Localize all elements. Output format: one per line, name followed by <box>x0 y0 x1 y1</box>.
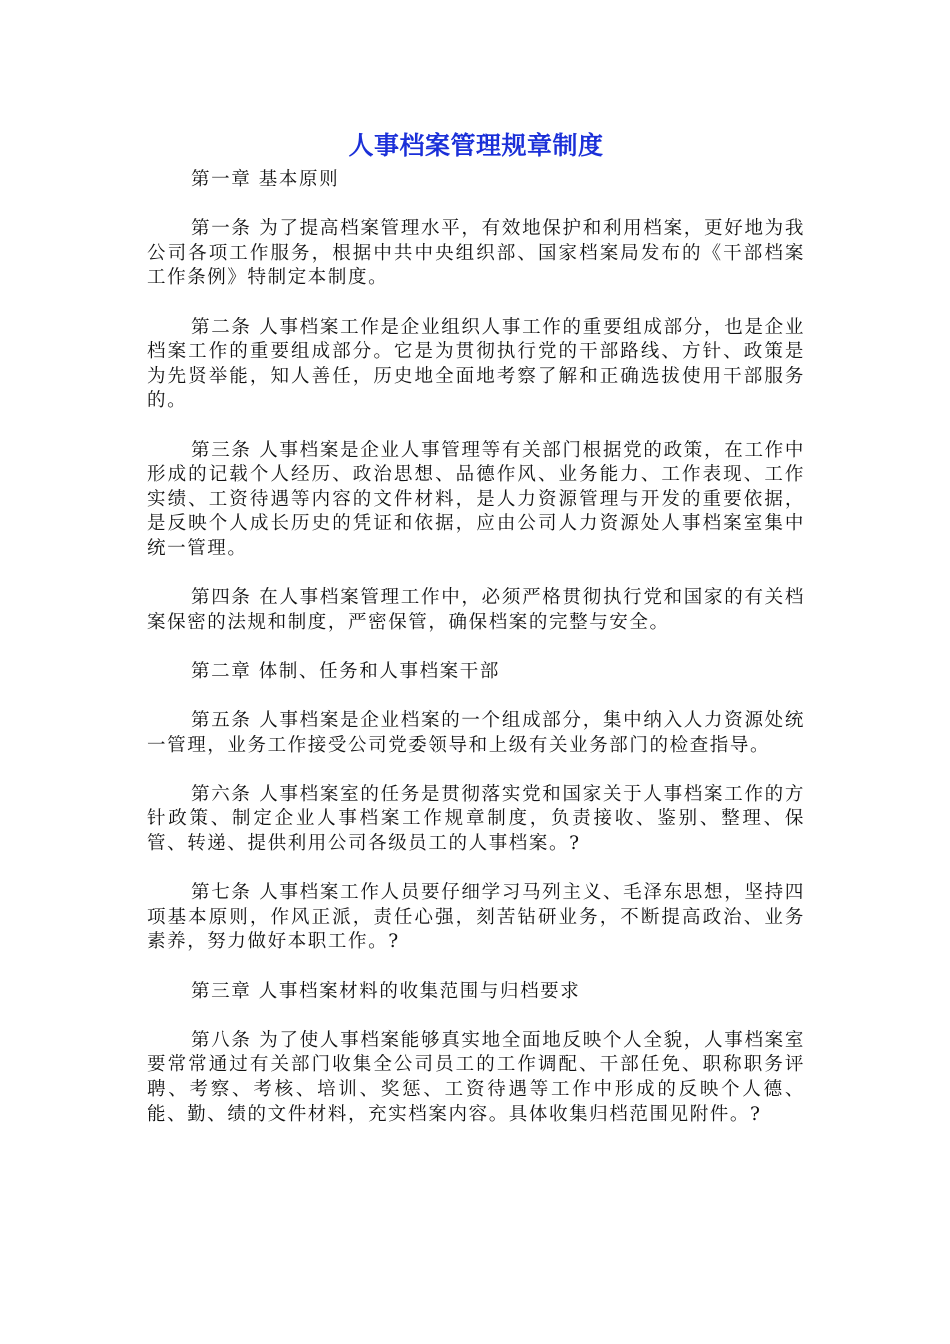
document-title: 人事档案管理规章制度 <box>348 131 604 160</box>
article-4: 第四条 在人事档案管理工作中，必须严格贯彻执行党和国家的有关档案保密的法规和制度，严密保管，确保档案的完整与安全。 <box>147 587 805 633</box>
chapter-1-heading: 第一章 基本原则 <box>191 169 340 190</box>
article-5: 第五条 人事档案是企业档案的一个组成部分，集中纳入人力资源处统一管理，业务工作接受公司党委领导和上级有关业务部门的检查指导。 <box>147 710 805 756</box>
document-page <box>147 128 805 1127</box>
article-6: 第六条 人事档案室的任务是贯彻落实党和国家关于人事档案工作的方针政策、制定企业人事档案工作规章制度，负责接收、鉴别、整理、保管、转递、提供利用公司各级员工的人事档案。? <box>147 783 805 855</box>
article-3: 第三条 人事档案是企业人事管理等有关部门根据党的政策，在工作中形成的记载个人经历、政治思想、品德作风、业务能力、工作表现、工作实绩、工资待遇等内容的文件材料，是人力资源管理与开发的重要依据，是反映个人成长历史的凭证和依据，应由公司人力资源处人事档案室集中统一管理。 <box>147 439 805 559</box>
article-1: 第一条 为了提高档案管理水平，有效地保护和利用档案，更好地为我公司各项工作服务，根据中共中央组织部、国家档案局发布的《干部档案工作条例》特制定本制度。 <box>147 218 805 289</box>
article-7: 第七条 人事档案工作人员要仔细学习马列主义、毛泽东思想，坚持四项基本原则，作风正派，责任心强，刻苦钻研业务，不断提高政治、业务素养，努力做好本职工作。? <box>147 882 805 953</box>
chapter-2-heading: 第二章 体制、任务和人事档案干部 <box>191 660 500 682</box>
article-8: 第八条 为了使人事档案能够真实地全面地反映个人全貌，人事档案室要常常通过有关部门收集全公司员工的工作调配、干部任免、职称职务评聘、考察、考核、培训、奖惩、工资待遇等工作中形成的反映个人德、能、勤、绩的文件材料，充实档案内容。具体收集归档范围见附件。? <box>147 1029 805 1125</box>
chapter-3-heading: 第三章 人事档案材料的收集范围与归档要求 <box>191 980 581 1002</box>
article-2: 第二条 人事档案工作是企业组织人事工作的重要组成部分，也是企业档案工作的重要组成部分。它是为贯彻执行党的干部路线、方针、政策是为先贤举能，知人善任，历史地全面地考察了解和正确选拔使用干部服务的。 <box>147 316 805 412</box>
